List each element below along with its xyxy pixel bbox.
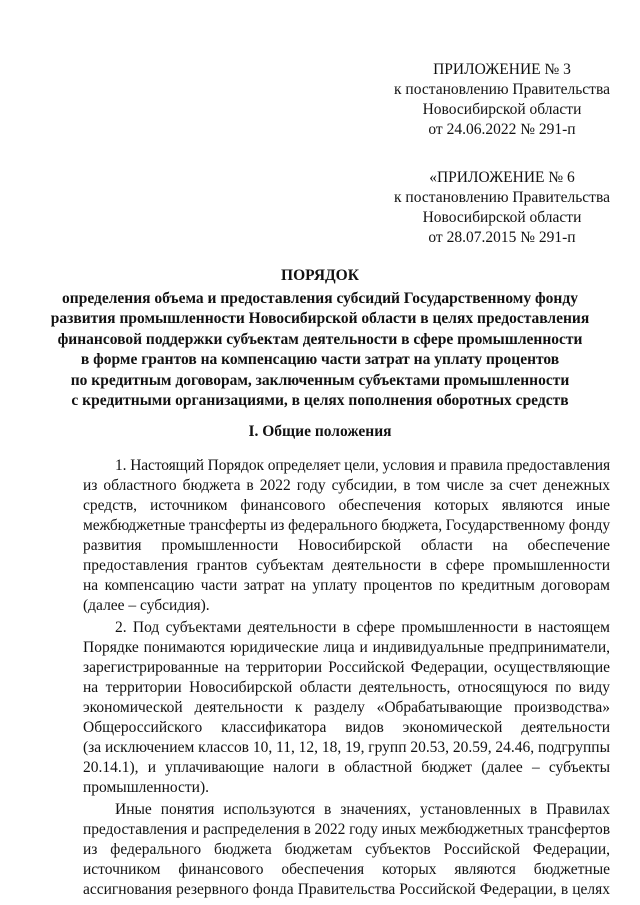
text-line: (за исключением классов 10, 11, 12, 18, 19, групп 20.53, 20.59, 24.46, подгруппы <box>83 739 610 756</box>
appendix-line: от 24.06.2022 № 291-п <box>428 121 576 138</box>
appendix-header-6 <box>372 168 632 248</box>
section-heading: I. Общие положения <box>248 423 392 440</box>
appendix-line: Новосибирской области <box>422 209 582 226</box>
title-main: ПОРЯДОК <box>281 267 359 284</box>
document-body <box>83 456 610 902</box>
text-line: 1. Настоящий Порядок определяет цели, условия и правила предоставления <box>115 457 611 474</box>
text-line: промышленности). <box>83 779 209 796</box>
appendix-line: «ПРИЛОЖЕНИЕ № 6 <box>429 169 575 186</box>
text-line: Общероссийского классификатора видов экономической деятельности <box>83 719 610 736</box>
title-subtitle-line: определения объема и предоставления субсидий Государственному фонду <box>62 289 578 307</box>
text-line: экономической деятельности к разделу «Обрабатывающие производства» <box>83 699 610 716</box>
text-line: зарегистрированные на территории Российской Федерации, осуществляющие <box>83 659 610 676</box>
title-subtitle-line: развития промышленности Новосибирской области в целях предоставления <box>50 310 590 327</box>
text-line: развития промышленности Новосибирской области на обеспечение <box>83 537 610 554</box>
text-line: ассигнования резервного фонда Правительства Российской Федерации, в целях <box>83 881 610 898</box>
text-line: из областного бюджета в 2022 году субсидии, в том числе за счет денежных <box>83 477 610 494</box>
text-line: 2. Под субъектами деятельности в сфере промышленности в настоящем <box>115 619 610 636</box>
appendix-line: к постановлению Правительства <box>394 81 610 98</box>
text-line: (далее – субсидия). <box>83 597 210 614</box>
appendix-line: к постановлению Правительства <box>394 189 610 206</box>
text-line: предоставления грантов субъектам деятельности в сфере промышленности <box>83 557 610 574</box>
text-line: из федерального бюджета бюджетам субъектов Российской Федерации, <box>83 841 610 858</box>
document-title <box>40 266 600 412</box>
text-line: межбюджетные трансферты из федерального бюджета, Государственному фонду <box>83 517 610 534</box>
title-subtitle-line: финансовой поддержки субъектам деятельности в сфере промышленности <box>57 330 583 348</box>
title-subtitle-line: по кредитным договорам, заключенным субъектами промышленности <box>70 371 570 389</box>
paragraph-3 <box>83 800 610 900</box>
text-line: предоставления и распределения в 2022 году иных межбюджетных трансфертов <box>83 821 610 838</box>
text-line: на компенсацию части затрат на уплату процентов по кредитным договорам <box>83 577 610 594</box>
paragraph-1 <box>83 456 610 616</box>
appendix-line: ПРИЛОЖЕНИЕ № 3 <box>433 61 571 78</box>
appendix-line: от 28.07.2015 № 291-п <box>428 229 576 246</box>
text-line: Иные понятия используются в значениях, установленных в Правилах <box>115 801 610 818</box>
text-line: источником финансового обеспечения которых являются бюджетные <box>83 861 610 878</box>
title-subtitle-line: с кредитными организациями, в целях пополнения оборотных средств <box>71 392 569 409</box>
title-subtitle-line: в форме грантов на компенсацию части затрат на уплату процентов <box>80 351 560 368</box>
appendix-header-3 <box>372 60 632 140</box>
paragraph-2 <box>83 618 610 798</box>
text-line: Порядке понимаются юридические лица и индивидуальные предприниматели, <box>83 639 610 656</box>
text-line: на территории Новосибирской области деятельность, относящуюся по виду <box>83 679 610 696</box>
appendix-line: Новосибирской области <box>422 101 582 118</box>
text-line: средств, источником финансового обеспечения которых являются иные <box>83 497 610 514</box>
text-line: 20.14.1), и уплачивающие налоги в областной бюджет (далее – субъекты <box>83 759 610 776</box>
